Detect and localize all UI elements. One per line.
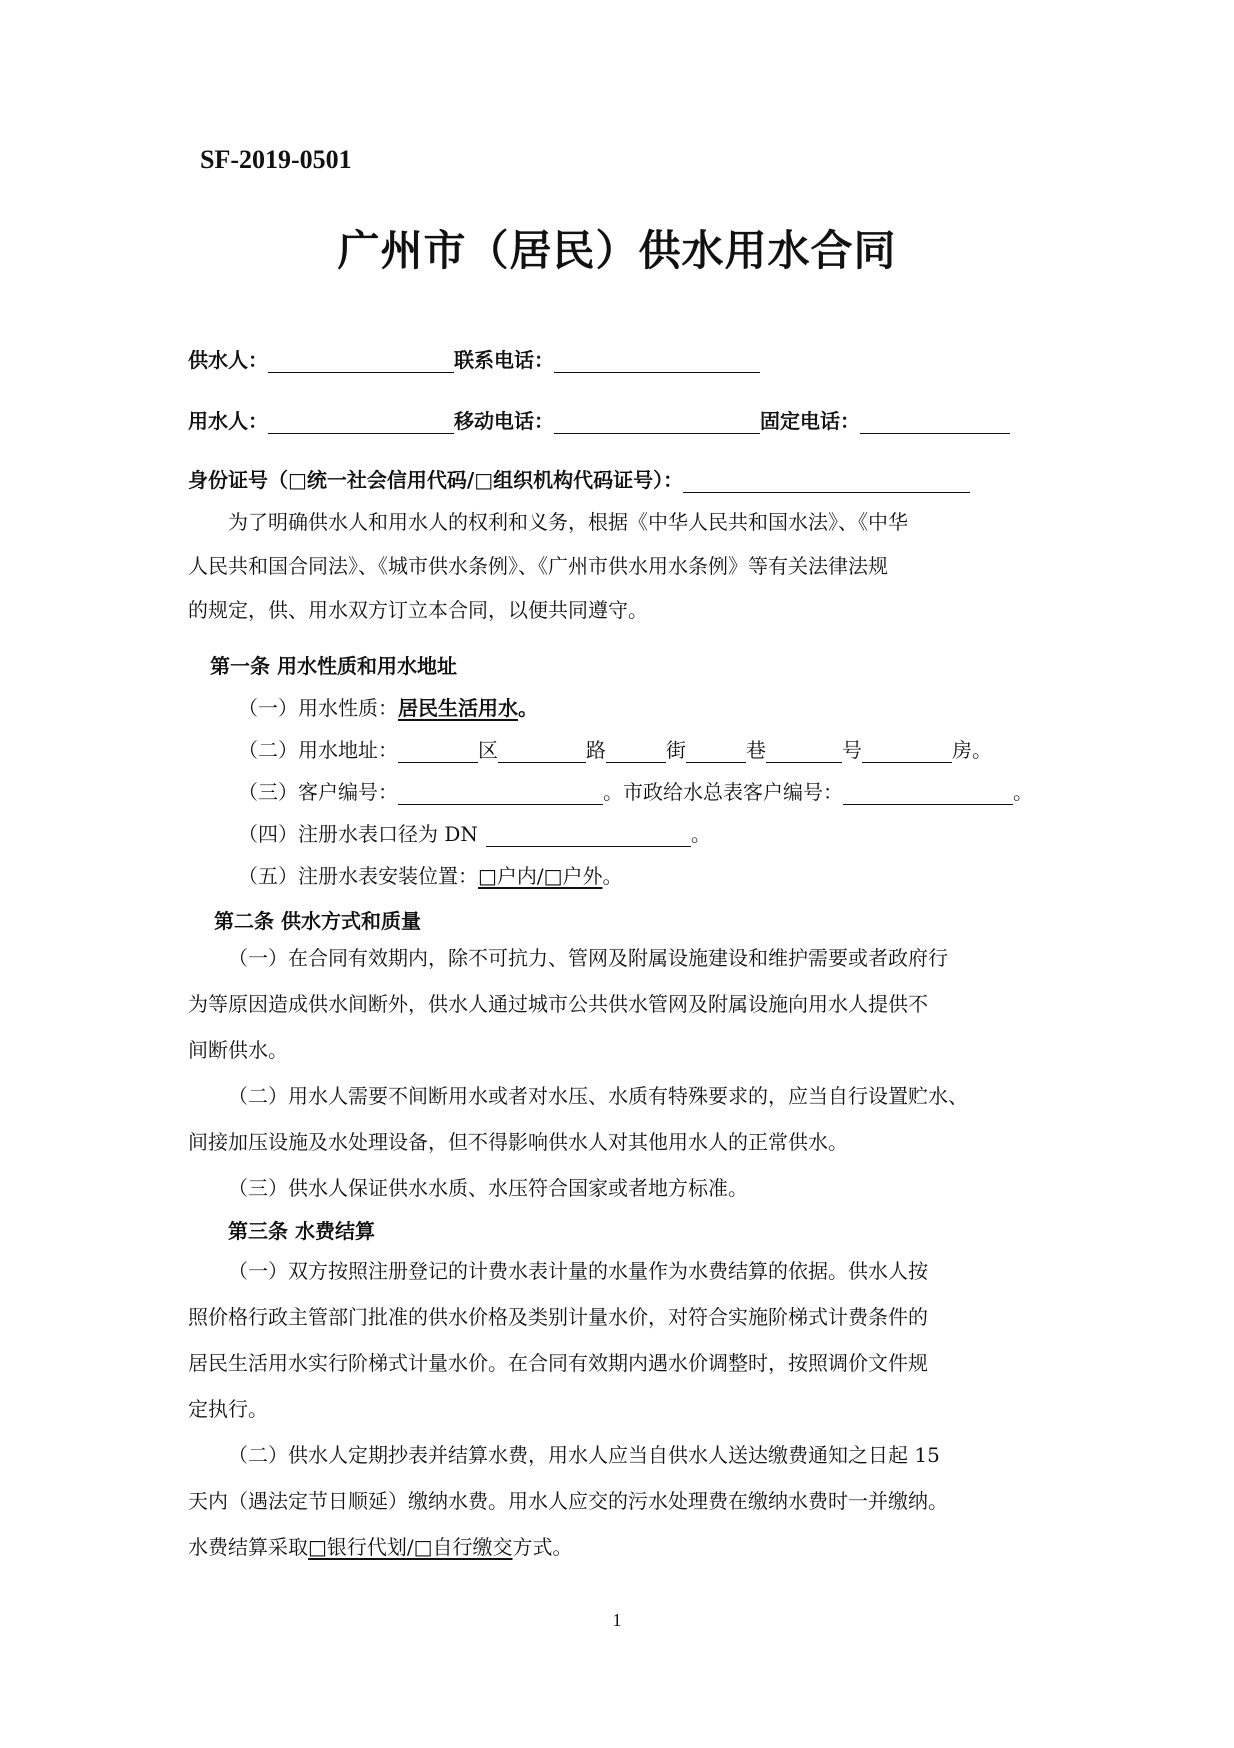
article-1-item-2 <box>238 734 992 763</box>
article-2-line: （三）供水人保证供水水质、水压符合国家或者地方标准。 <box>228 1176 748 1200</box>
article-2-line: 间断供水。 <box>188 1038 288 1062</box>
item-end: 。 <box>602 864 623 888</box>
number-unit: 号 <box>842 738 862 762</box>
article-3-body <box>188 1248 1048 1570</box>
customer-number-blank[interactable] <box>398 782 603 805</box>
street-unit: 街 <box>666 738 686 762</box>
meter-diameter-blank[interactable] <box>486 824 691 847</box>
payment-method-end: 方式。 <box>512 1535 573 1559</box>
master-meter-number-blank[interactable] <box>843 782 1013 805</box>
id-blank[interactable] <box>683 470 970 493</box>
water-nature-value: 居民生活用水 <box>398 696 518 720</box>
article-3-heading: 第三条 水费结算 <box>228 1219 375 1243</box>
document-title: 广州市（居民）供水用水合同 <box>337 226 897 275</box>
article-1-item-4 <box>238 818 711 847</box>
item-label: （五）注册水表安装位置： <box>238 864 478 888</box>
article-1-item-5 <box>238 860 623 889</box>
district-blank[interactable] <box>398 740 478 763</box>
room-blank[interactable] <box>862 740 952 763</box>
payment-method-label: 水费结算采取 <box>188 1535 308 1559</box>
room-unit: 房。 <box>952 738 992 762</box>
article-2-line: （二）用水人需要不间断用水或者对水压、水质有特殊要求的，应当自行设置贮水、 <box>228 1084 968 1108</box>
article-3-line: 照价格行政主管部门批准的供水价格及类别计量水价，对符合实施阶梯式计费条件的 <box>188 1305 928 1329</box>
article-3-line: 天内（遇法定节日顺延）缴纳水费。用水人应交的污水处理费在缴纳水费时一并缴纳。 <box>188 1489 948 1513</box>
article-3-last-line <box>188 1524 1048 1570</box>
article-3-line: （二）供水人定期抄表并结算水费，用水人应当自供水人送达缴费通知之日起 15 <box>228 1443 940 1467</box>
id-row <box>188 464 970 496</box>
item-mid: 。市政给水总表客户编号： <box>603 780 843 804</box>
article-3-line: 居民生活用水实行阶梯式计量水价。在合同有效期内遇水价调整时，按照调价文件规 <box>188 1351 928 1375</box>
item-label: （四）注册水表口径为 DN <box>238 822 478 846</box>
intro-line: 人民共和国合同法》、《城市供水条例》、《广州市供水用水条例》等有关法律法规 <box>188 554 888 578</box>
article-2-body <box>188 935 1048 1211</box>
user-row <box>188 405 1010 437</box>
article-1-item-3 <box>238 776 1033 805</box>
article-2-heading: 第二条 供水方式和质量 <box>214 909 421 933</box>
user-blank[interactable] <box>268 411 454 434</box>
district-unit: 区 <box>478 738 498 762</box>
article-3-line: 定执行。 <box>188 1397 268 1421</box>
article-2-line: 间接加压设施及水处理设备，但不得影响供水人对其他用水人的正常供水。 <box>188 1130 848 1154</box>
landline-blank[interactable] <box>860 411 1010 434</box>
article-1-heading: 第一条 用水性质和用水地址 <box>210 654 457 678</box>
supplier-row <box>188 344 760 376</box>
article-2-line: （一）在合同有效期内，除不可抗力、管网及附属设施建设和维护需要或者政府行 <box>228 946 948 970</box>
id-label: 身份证号（□统一社会信用代码/□组织机构代码证号）： <box>188 468 684 492</box>
item-end: 。 <box>518 696 538 720</box>
intro-line: 为了明确供水人和用水人的权利和义务，根据《中华人民共和国水法》、《中华 <box>228 510 908 534</box>
road-blank[interactable] <box>498 740 586 763</box>
item-end: 。 <box>690 822 711 846</box>
document-code: SF-2019-0501 <box>200 145 352 174</box>
lane-unit: 巷 <box>746 738 766 762</box>
lane-blank[interactable] <box>686 740 746 763</box>
supplier-label: 供水人： <box>188 348 268 372</box>
mobile-blank[interactable] <box>554 411 760 434</box>
payment-method-options[interactable]: □银行代划/□自行缴交 <box>308 1535 513 1559</box>
item-label: （一）用水性质： <box>238 696 398 720</box>
number-blank[interactable] <box>766 740 842 763</box>
intro-line: 的规定，供、用水双方订立本合同，以便共同遵守。 <box>188 598 648 622</box>
road-unit: 路 <box>586 738 606 762</box>
street-blank[interactable] <box>606 740 666 763</box>
supplier-blank[interactable] <box>268 350 454 373</box>
meter-location-options[interactable]: □户内/□户外 <box>478 864 603 888</box>
landline-label: 固定电话： <box>760 409 860 433</box>
item-label: （二）用水地址： <box>238 738 398 762</box>
mobile-label: 移动电话： <box>454 409 554 433</box>
article-3-line: （一）双方按照注册登记的计费水表计量的水量作为水费结算的依据。供水人按 <box>228 1259 928 1283</box>
item-label: （三）客户编号： <box>238 780 398 804</box>
article-2-line: 为等原因造成供水间断外，供水人通过城市公共供水管网及附属设施向用水人提供不 <box>188 992 928 1016</box>
article-1-item-1 <box>238 692 538 721</box>
contact-phone-blank[interactable] <box>554 350 760 373</box>
contact-phone-label: 联系电话： <box>454 348 554 372</box>
intro-paragraph <box>188 500 1048 632</box>
user-label: 用水人： <box>188 409 268 433</box>
item-end: 。 <box>1013 780 1033 804</box>
page-number: 1 <box>612 1610 622 1630</box>
